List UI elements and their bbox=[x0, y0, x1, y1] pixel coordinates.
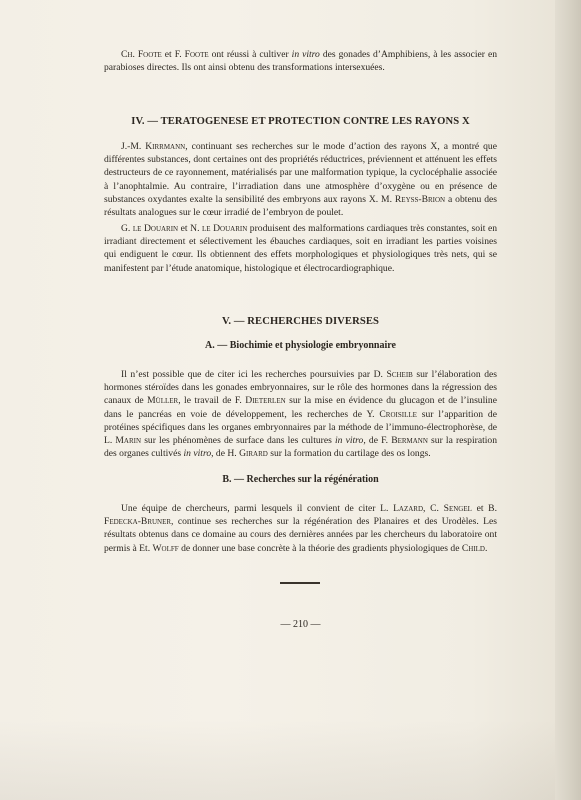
subheading-a: A. — Biochimie et physiologie embryonnaire bbox=[205, 340, 396, 351]
author-name: Dieterlen bbox=[245, 395, 286, 407]
author-name: Sengel bbox=[443, 503, 472, 514]
text-run: , C. bbox=[423, 503, 444, 514]
author-name: Child bbox=[461, 542, 485, 554]
paragraph-biochimie bbox=[104, 368, 497, 460]
italic-term: in vitro bbox=[183, 448, 212, 460]
page-edge bbox=[555, 0, 581, 800]
author-name: N. le Douarin bbox=[190, 223, 248, 234]
author-name: Fedecka-Bruner bbox=[104, 516, 172, 528]
author-name: Scheib bbox=[386, 369, 413, 380]
text-run: sur la mise en évidence du glucagon et de l’insuline dans le pancréas en voie de développement, les recherches de Y. bbox=[104, 395, 497, 420]
text-run: sur l’apparition de protéines spécifiques dans les organes embryonnaires par la méthode de l’immuno-électrophorèse, de L. bbox=[104, 408, 497, 447]
paragraph-kirrmann bbox=[104, 140, 497, 219]
text-run: , continue ses recherches sur la régénération des Planaires et des Urodèles. Les résultats obtenus dans ce domaine au cours des dernières années par les chercheurs du laboratoire ont permis à Et. bbox=[104, 516, 497, 554]
text-run: . bbox=[485, 542, 488, 554]
text-run: a obtenu des résultats analogues sur le cœur irradié de l’embryon de poulet. bbox=[104, 193, 497, 219]
author-name: Ch. Foote bbox=[121, 49, 162, 60]
author-name: Lazard bbox=[393, 503, 424, 514]
text-run: sur l’élaboration des hormones stéroïdes dans les gonades embryonnaires, sur le rôle des hormones dans la régression des canaux de bbox=[104, 369, 497, 407]
author-name: J.-M. Kirrmann bbox=[121, 141, 186, 152]
text-run: sur la respiration des organes cultivés bbox=[104, 435, 498, 460]
author-name: Wolff bbox=[152, 542, 179, 554]
paragraph-foote bbox=[104, 48, 497, 74]
paragraph-regeneration bbox=[104, 502, 497, 555]
author-name: Girard bbox=[239, 448, 268, 460]
section-heading-iv: IV. — TERATOGENESE ET PROTECTION CONTRE LES RAYONS X bbox=[131, 116, 470, 127]
author-name: Müller bbox=[147, 395, 179, 407]
page-shadow bbox=[0, 720, 555, 800]
text-run: et bbox=[178, 223, 191, 234]
author-name: Croisille bbox=[379, 408, 417, 420]
italic-term: in vitro bbox=[334, 435, 364, 447]
paragraph-le-douarin bbox=[104, 222, 497, 275]
text-run: Il n’est possible que de citer ici les recherches poursuivies par D. bbox=[121, 369, 387, 380]
text-run: sur la formation du cartilage des os longs. bbox=[267, 448, 431, 460]
text-run: , de H. bbox=[211, 448, 240, 460]
section-end-rule bbox=[280, 582, 320, 584]
text-run: et B. bbox=[471, 503, 497, 514]
author-name: Bermann bbox=[391, 435, 428, 447]
text-run: ont réussi à cultiver bbox=[208, 49, 292, 60]
author-name: G. le Douarin bbox=[121, 223, 179, 234]
text-run: , de F. bbox=[363, 435, 392, 447]
author-name: Reyss-Brion bbox=[394, 193, 446, 205]
author-name: Marin bbox=[115, 435, 142, 447]
text-run: sur les phénomènes de surface dans les cultures bbox=[141, 435, 335, 447]
text-run: , continuant ses recherches sur le mode d’action des rayons X, a montré que différentes substances, dont certaines ont des propriétés réductrices, préviennent et atténuent les effets destructeurs de ce rayonnement, matérialisés par une malformation typique, la cyclocéphalie associée à l’anophtalmie. Au contraire, l’irradiation dans une atmosphère d’oxygène ou en présence de substances oxydantes exalte la sensibilité des embryons aux rayons X. M. bbox=[104, 141, 497, 205]
author-name: F. Foote bbox=[174, 49, 209, 60]
italic-term: in vitro bbox=[291, 49, 320, 60]
text-run: produisent des malformations cardiaques très constantes, soit en irradiant directement et sélectivement les ébauches cardiaques, soit en irradiant les parties voisines qui endiguent le cœur. Ils obtiennent des effets morphologiques et physiologiques très nets, qui se manifestent par l’étude anatomique, histologique et électrocardiographique. bbox=[104, 223, 498, 274]
text-run: , le travail de F. bbox=[178, 395, 246, 407]
text-run: Une équipe de chercheurs, parmi lesquels il convient de citer L. bbox=[121, 503, 394, 514]
text-run: de donner une base concrète à la théorie des gradients physiologiques de bbox=[178, 542, 462, 554]
subheading-b: B. — Recherches sur la régénération bbox=[222, 474, 379, 485]
text-run: et bbox=[161, 49, 175, 60]
section-heading-v: V. — RECHERCHES DIVERSES bbox=[221, 316, 380, 327]
page-number: — 210 — bbox=[280, 619, 321, 630]
text-run: des gonades d’Amphibiens, à les associer en parabioses directes. Ils ont ainsi obtenu des transformations intersexuées. bbox=[104, 49, 497, 74]
